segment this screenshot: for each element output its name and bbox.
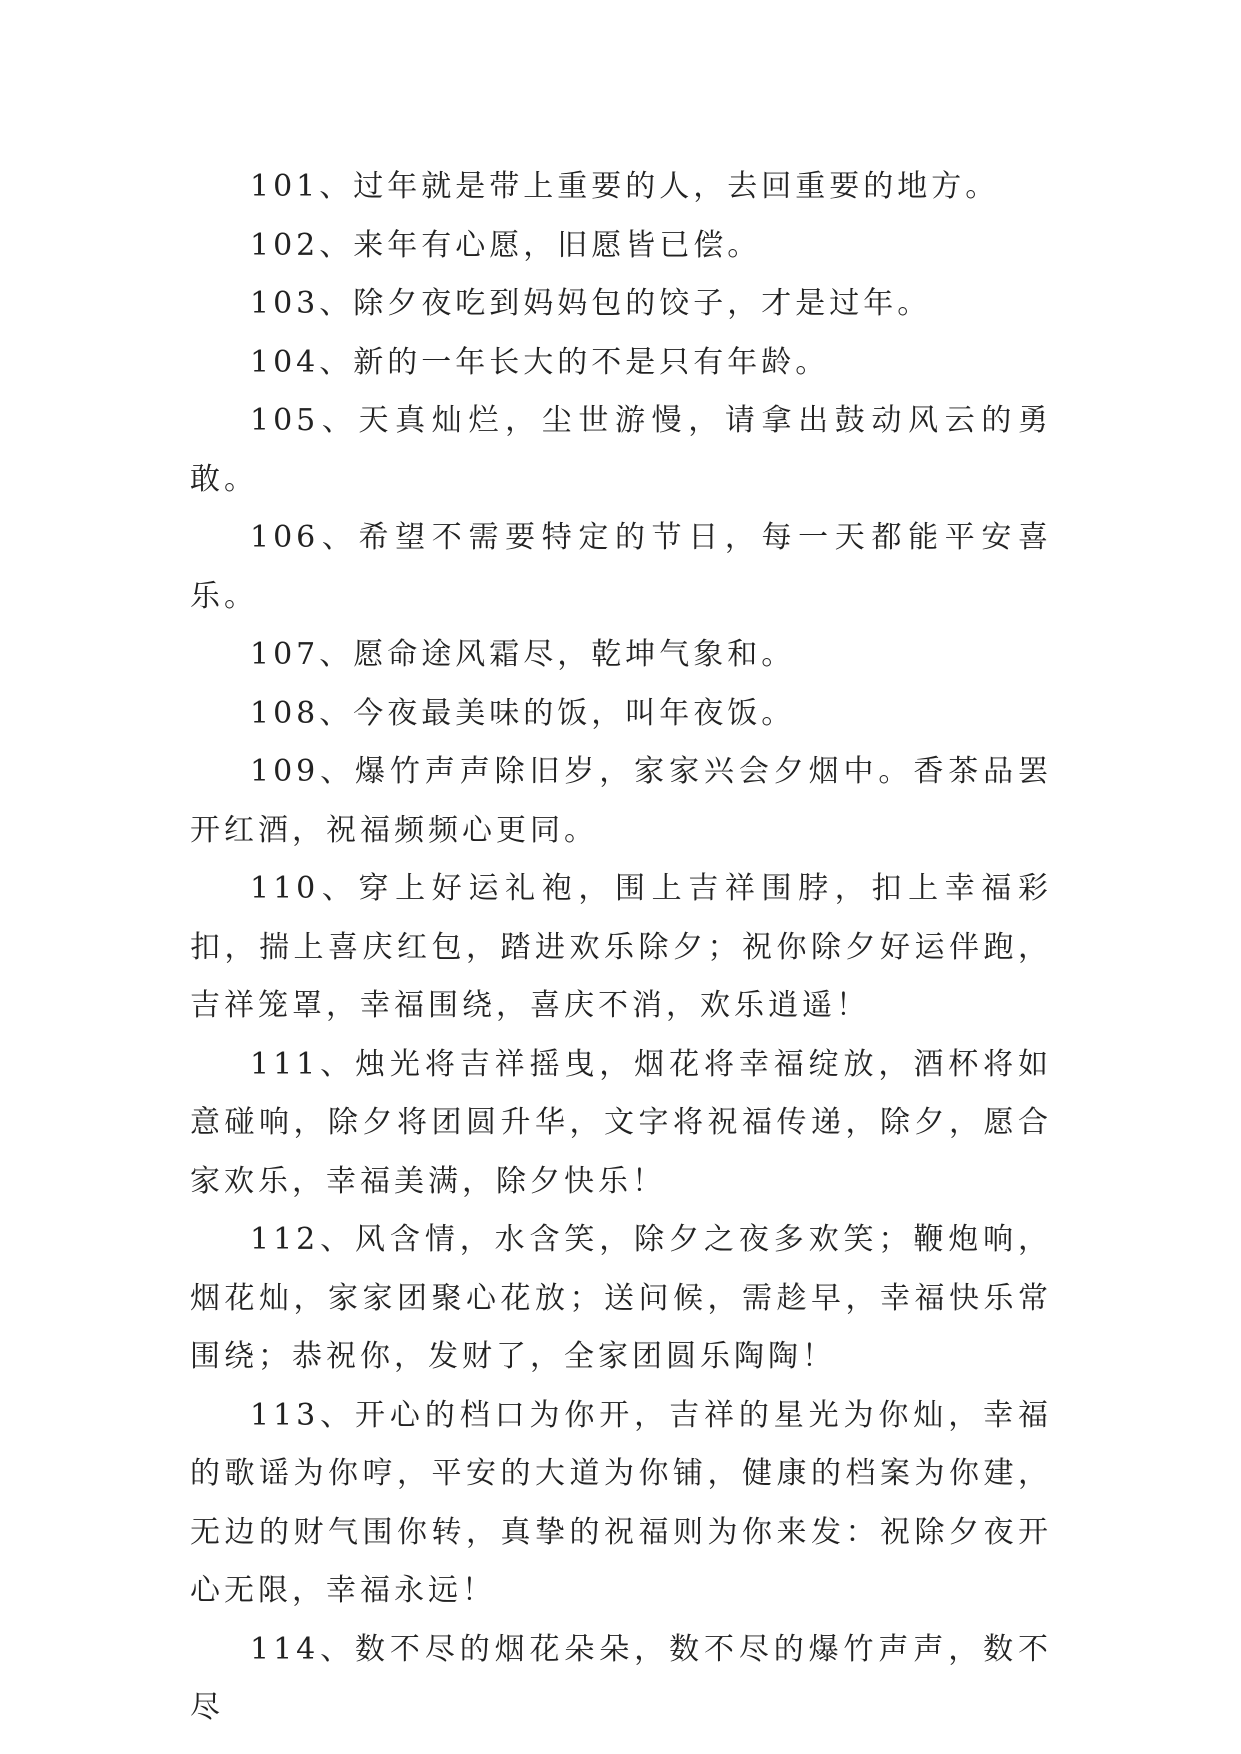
paragraph-111: 111、烛光将吉祥摇曳，烟花将幸福绽放，酒杯将如意碰响，除夕将团圆升华，文字将祝福传递，除夕，愿合家欢乐，幸福美满，除夕快乐！	[190, 1046, 1052, 1199]
paragraph-102: 102、来年有心愿，旧愿皆已偿。	[250, 227, 762, 263]
paragraph-104: 104、新的一年长大的不是只有年龄。	[250, 344, 830, 380]
paragraph-110: 110、穿上好运礼袍，围上吉祥围脖，扣上幸福彩扣，揣上喜庆红包，踏进欢乐除夕；祝你除夕好运伴跑，吉祥笼罩，幸福围绕，喜庆不消，欢乐逍遥！	[190, 871, 1052, 1023]
paragraph-105: 105、天真灿烂，尘世游慢，请拿出鼓动风云的勇敢。	[190, 403, 1052, 497]
paragraph-107: 107、愿命途风霜尽，乾坤气象和。	[250, 637, 796, 672]
paragraph-109: 109、爆竹声声除旧岁，家家兴会夕烟中。香茶品罢开红酒，祝福频频心更同。	[190, 754, 1052, 848]
paragraph-103: 103、除夕夜吃到妈妈包的饺子，才是过年。	[250, 286, 932, 321]
paragraph-106: 106、希望不需要特定的节日，每一天都能平安喜乐。	[190, 520, 1052, 614]
paragraph-114: 114、数不尽的烟花朵朵，数不尽的爆竹声声，数不尽	[190, 1631, 1052, 1725]
paragraph-101: 101、过年就是带上重要的人，去回重要的地方。	[250, 169, 1000, 204]
paragraph-108: 108、今夜最美味的饭，叫年夜饭。	[250, 695, 796, 731]
paragraph-113: 113、开心的档口为你开，吉祥的星光为你灿，幸福的歌谣为你哼，平安的大道为你铺，健康的档案为你建，无边的财气围你转，真挚的祝福则为你来发：祝除夕夜开心无限，幸福永远！	[190, 1397, 1052, 1608]
document-body	[190, 158, 1052, 1738]
paragraph-112: 112、风含情，水含笑，除夕之夜多欢笑；鞭炮响，烟花灿，家家团聚心花放；送问候，需趁早，幸福快乐常围绕；恭祝你，发财了，全家团圆乐陶陶！	[190, 1222, 1052, 1374]
